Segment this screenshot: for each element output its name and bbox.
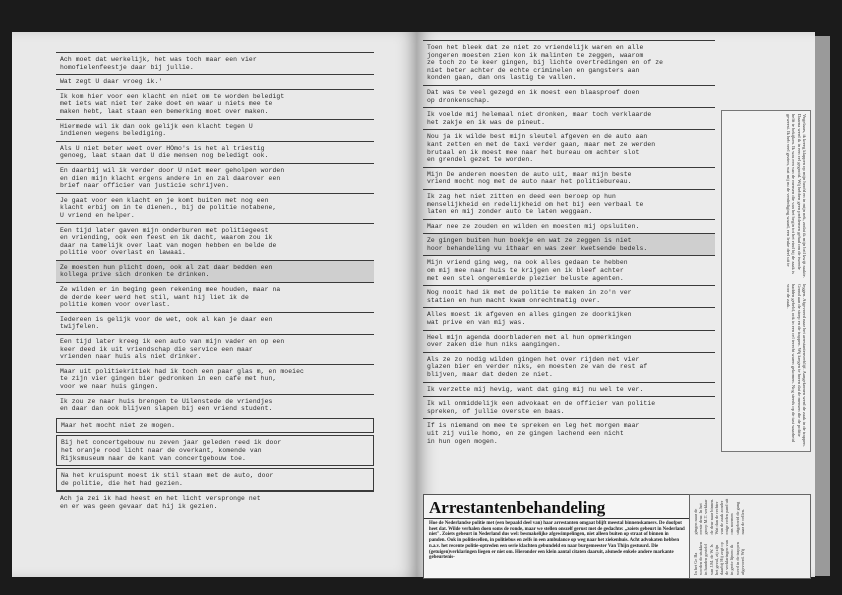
right-paragraph: Dat was te veel gezegd en ik moest een blaasproef doen op dronkenschap. — [423, 85, 715, 107]
clipping-headline: Arrestantenbehandeling — [424, 495, 690, 519]
left-text-column — [56, 52, 374, 514]
right-page — [417, 32, 815, 577]
left-paragraph: Iedereen is gelijk voor de wet, ook al kan je daar een twijfelen. — [56, 312, 374, 334]
left-paragraph: En daarbij wil ik verder door U niet meer geholpen worden en dien mijn klacht ergens andere in en zal daarover een brief naar officier van justicie schrijven. — [56, 163, 374, 193]
left-paragraph: Ze wilden er in beging geen rekening mee houden, maar na de derde keer werd het stil, want hij liet ik de politie komen voor overlast. — [56, 282, 374, 312]
right-paragraph: Mijn vriend ging weg, na ook alles gedaan te hebben om mij mee naar huis te krijgen en ik bleef achter met een stel ongeremierde plezier beluste agenten. — [423, 255, 715, 285]
left-paragraph: Hiermede wil ik dan ook gelijk een klacht tegen U indienen wegens belediging. — [56, 119, 374, 141]
left-paragraph: Ach ja zei ik had heest en het licht verspronge net en er was geen gevaar dat hij ik gezien. — [56, 491, 374, 513]
right-paragraph: Alles moest ik afgeven en alles gingen ze doorkijken wat prive en van mij was. — [423, 307, 715, 329]
right-paragraph: If is niemand om mee te spreken en leg het morgen maar uit zij vuile homo, en ze gingen lachend een nicht in hun ogen mogen. — [423, 418, 715, 448]
left-paragraph: Wat zegt U daar vroeg ik.' — [56, 74, 374, 89]
right-text-column — [423, 40, 715, 448]
newspaper-clipping-vertical — [721, 110, 811, 452]
left-paragraph: Maar uit politiekritiek had ik toch een paar glas m, en moeiec te zijn vier gingen bier gedronken in een cafe met hun, voor we naar huis gingen. — [56, 364, 374, 394]
newspaper-clipping-headline — [423, 494, 691, 579]
left-paragraph: Na het kruispunt moest ik stil staan met de auto, door de politie, die het had gezien. — [56, 468, 374, 491]
booklet-spread — [8, 28, 834, 576]
clipping-vertical-text: Vogelaars, ik kreeg klappen op mijn hoofd en in mijn nek, zodat ik mijn bril kwijt raakte. Daarna werd ik in een cel gegooid. Wij hebben geen problemen gehad om de tweede helft te bekijken. Ik was een van de mensen die van het begin tot het eind bij de zaak is geweest. Ik heb veel gezien, wat mij nu de verdediging waard, een leuke deel uit te leggen. Afgevoerd naar het arrestantenverblijf. Aangekomen werd de zaak in de trappen. Grond aan de stoep en de trappen. Wij kregen te horen dat de mensen die de politie hadden gebeld, ook in een cel terecht waren gekomen. Nog steeds op de tast waarheid voor de zaak. — [785, 114, 807, 447]
right-paragraph: Ik voelde mij helemaal niet dronken, maar toch verklaarde het zakje en ik was de pineut. — [423, 107, 715, 129]
left-paragraph: Ik zou ze naar huis brengen te Uilenstede de vriendjes en daar dan ook blijven slapen bij een vriend student. — [56, 394, 374, 416]
left-paragraph: Een tijd later kreeg ik een auto van mijn vader en op een keer deed ik uit vriendschap die service een maar vrienden naar huis als niet drinker. — [56, 334, 374, 364]
right-paragraph: Ik wil onmiddelijk een advokaat en de officier van politie spreken, of jullie overste en baas. — [423, 396, 715, 418]
left-page — [12, 32, 417, 577]
right-paragraph: Als ze zo nodig wilden gingen het over rijden net vier glazen bier en verder niks, en moesten ze van de rest af blijven, maar dat deden ze niet. — [423, 352, 715, 382]
left-paragraph: Maar het mocht niet ze mogen. — [56, 418, 374, 434]
left-paragraph: Als U niet beter weet over HOmo's is het al triestig genoeg, laat staan dat U die mensen nog beledigt ook. — [56, 141, 374, 163]
right-paragraph: Nou ja ik wilde best mijn sleutel afgeven en de auto aan kant zetten en met de taxi verder gaan, maar met ze werden brutaal en ik moest mee naar het bureau om achter slot en grendel gezet te worden. — [423, 129, 715, 166]
right-paragraph: Mijn De anderen moesten de auto uit, maar mijn beste vriend mocht nog met de auto naar het politiebureau. — [423, 167, 715, 189]
right-paragraph: Maar nee ze zouden en wilden en moesten mij opsluiten. — [423, 219, 715, 234]
right-paragraph-highlighted: Ze gingen buiten hun boekje en wat ze zeggen is niet hoor behandeling vu ithaar en was zeer kwetsende bedels. — [423, 233, 715, 255]
right-paragraph: Ik verzette mij hevig, want dat ging mij nu wel te ver. — [423, 382, 715, 397]
right-paragraph: Nog nooit had ik met de politie te maken in zo'n ver statien en hun macht kwam onrechtmatig over. — [423, 285, 715, 307]
clipping-small-text: In het Ge Ba worden de stukken in handen gesteld van J.M. de W. Is het geval, zij zijn daarbij Hij zegt op de verklaringen van in grote lijnen: ik werd in de trappen afgevoerd. Wij gingen naar de eerste deur. In het groep M.T. verklaar de deur naar binnen. Wat dan de rechter van de zaak zonder enige reden pand uit ons noemen uitgebreid de gang naar de cellen. — [693, 498, 745, 575]
left-paragraph-highlighted: Ze moesten hun plicht doen, ook al zat daar bedden een kollega prive sich dronken te drinken. — [56, 260, 374, 282]
right-paragraph: Ik zag het niet zitten en deed een beroep op hun menselijkheid en redelijkheid om het bij een verbaal te laten en mij zonder auto te laten weggaan. — [423, 189, 715, 219]
left-paragraph: Bij het concertgebouw nu zeven jaar geleden reed ik door het oranje rood licht naar de overkant, komende van Rijksmuseum naar de kant van concertgebouw toe. — [56, 435, 374, 466]
clipping-body: Hoe de Nederlandse politie met (een bepaald deel van) haar arrestanten omgaat blijft meestal binnenskamers. De doofpot heet dat. Wilde verhalen doen soms de ronde, maar we stellen onszelf gerust met de gedachte: ,,zoiets gebeurt in Nederland niet". Zoiets gebeurt in Nederland dus wel: besmakelijke afgewimpelingen, niet alleen buiten op straat of binnen in panden. Ook in politiecellen, in politiebus en zelfs in een ambulance op weg naar het ziekenhuis. Acht advokaten hebben n.a.v. het recente politie-optreden een serie klachten gebundeld en naar burgemeester Van Thijn gestuurd. Die (getuigen)verklaringen liegen er niet om. Hieronder een klein aantal citaten daaruit, alsmede enkele andere markante gebeurtenis- — [429, 521, 685, 561]
right-paragraph: Toen het bleek dat ze niet zo vriendelijk waren en alle jongeren moesten zien kon ik malinten te zeggen, waarom ze toch zo te keer gingen, bij lichte overtredingen en of ze niet beter achter de echte criminelen en gangsters aan konden gaan, dan ons lastig te vallen. — [423, 40, 715, 85]
newspaper-clipping-small — [689, 494, 811, 579]
left-paragraph: Je gaat voor een klacht en je komt buiten met nog een klacht erbij om in te dienen., bij de politie notabene, U vriend en helper. — [56, 193, 374, 223]
left-paragraph: Een tijd later gaven mijn onderburen met politiegeest en vriending, ook een feest en ik dacht, waarom zou ik daar na tamelijk over laat van mogen hebben en belde de politie voor overlast en lawaai. — [56, 223, 374, 260]
left-paragraph: Ik kom hier voor een klacht en niet om te worden beledigt met iets wat niet ter zake doet en waar u niets mee te maken hebt, laat staan een bemerking moet over maken. — [56, 89, 374, 119]
left-paragraph: Ach moet dat werkelijk, het was toch maar een vier homofielenfeestje daar bij jullie. — [56, 52, 374, 74]
right-paragraph: Heel mijn agenda doorbladeren met al hun opmerkingen over zaken die hun niks aangingen. — [423, 330, 715, 352]
